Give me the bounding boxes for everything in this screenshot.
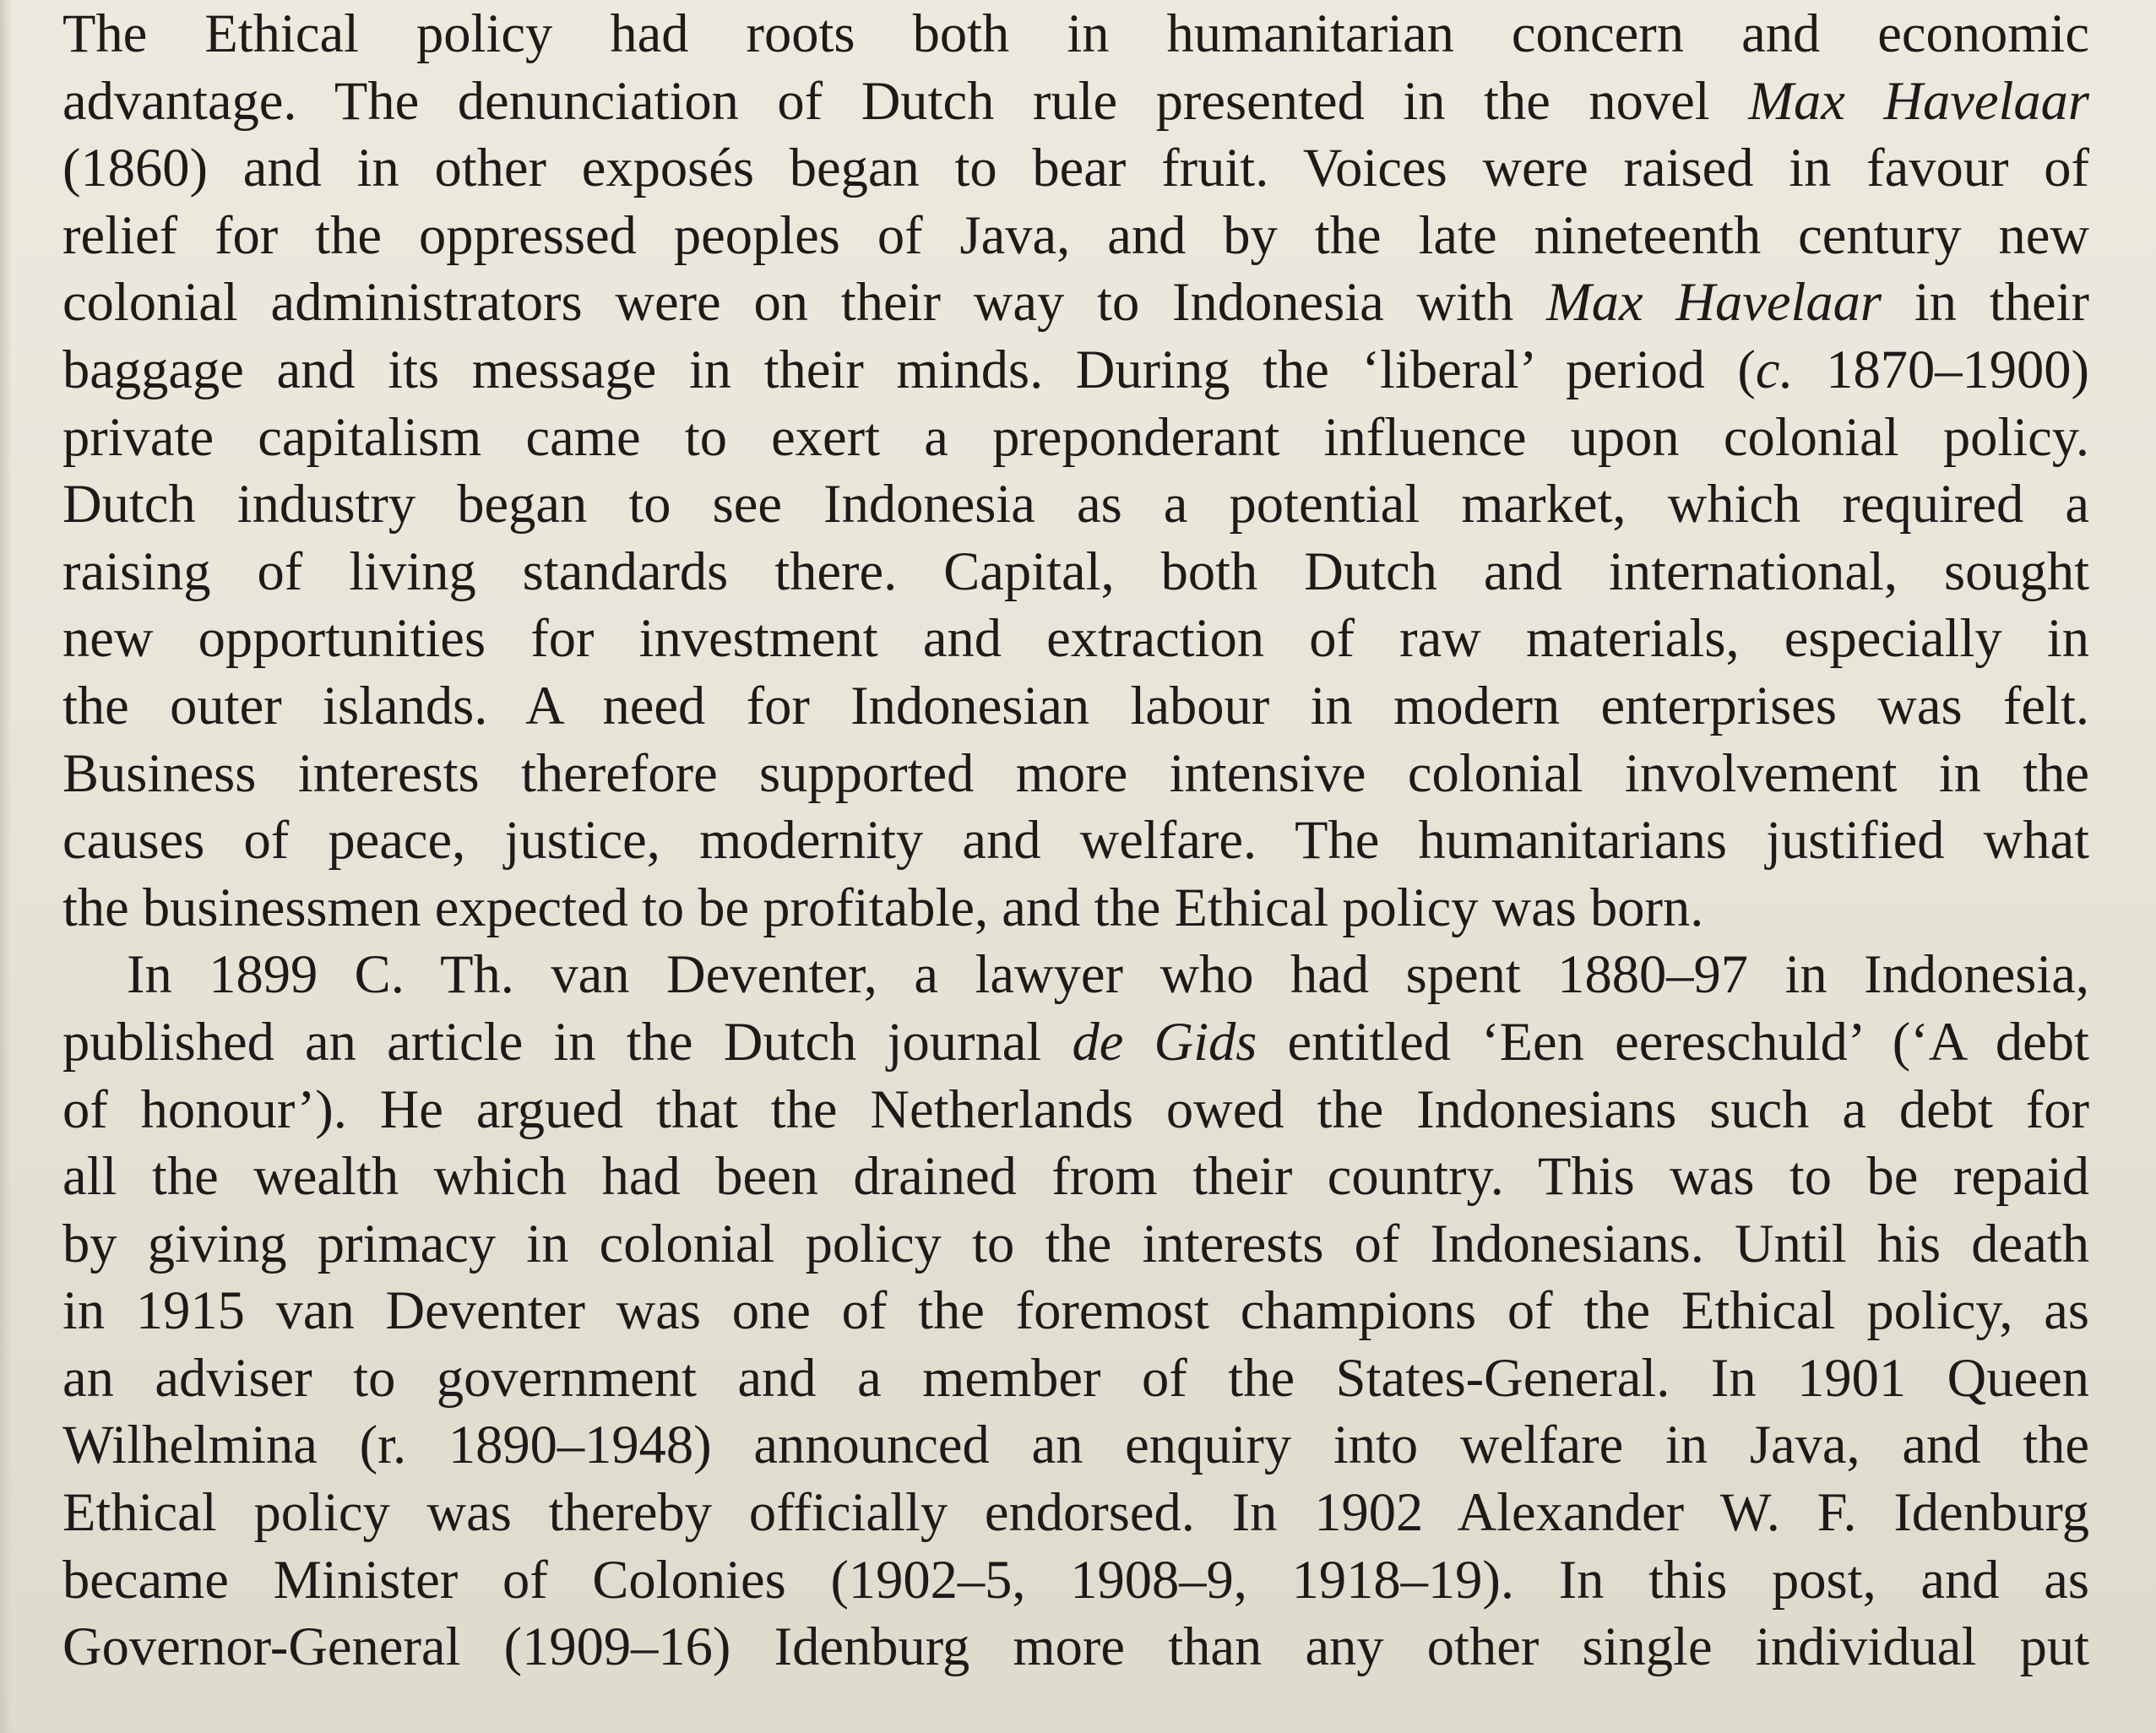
text-line: Governor-General (1909–16) Idenburg more than any other single individual put	[62, 1616, 2089, 1677]
body-text	[62, 0, 2089, 1681]
text-line: all the wealth which had been drained from their country. This was to be repaid	[62, 1146, 2089, 1207]
paragraph-2	[62, 941, 2089, 1681]
text-line: relief for the oppressed peoples of Java, and by the late nineteenth century new	[62, 204, 2089, 265]
text-line: in 1915 van Deventer was one of the foremost champions of the Ethical policy, as	[62, 1280, 2089, 1341]
text-line: by giving primacy in colonial policy to the interests of Indonesians. Until his death	[62, 1213, 2089, 1274]
paragraph-1	[62, 0, 2089, 941]
page-edge-shadow	[0, 0, 12, 1733]
text-line: of honour’). He argued that the Netherlands owed the Indonesians such a debt for	[62, 1078, 2089, 1139]
text-line: the businessmen expected to be profitable, and the Ethical policy was born.	[62, 877, 1704, 937]
text-line: an adviser to government and a member of the States-General. In 1901 Queen	[62, 1347, 2089, 1408]
text-line: published an article in the Dutch journal de Gids entitled ‘Een eereschuld’ (‘A debt	[62, 1011, 2089, 1072]
text-line: In 1899 C. Th. van Deventer, a lawyer who had spent 1880–97 in Indonesia,	[127, 944, 2089, 1005]
italic-title: c.	[1755, 339, 1794, 399]
text-line: private capitalism came to exert a preponderant influence upon colonial policy.	[62, 406, 2089, 467]
text-line: Wilhelmina (r. 1890–1948) announced an enquiry into welfare in Java, and the	[62, 1415, 2089, 1475]
text-line: The Ethical policy had roots both in humanitarian concern and economic	[62, 3, 2089, 63]
text-line: advantage. The denunciation of Dutch rule presented in the novel Max Havelaar	[62, 70, 2089, 131]
italic-title: de Gids	[1072, 1011, 1257, 1072]
text-line: colonial administrators were on their way to Indonesia with Max Havelaar in their	[62, 272, 2089, 333]
text-line: the outer islands. A need for Indonesian labour in modern enterprises was felt.	[62, 675, 2089, 736]
italic-title: Max Havelaar	[1748, 70, 2089, 131]
text-line: Ethical policy was thereby officially endorsed. In 1902 Alexander W. F. Idenburg	[62, 1482, 2089, 1543]
text-line: raising of living standards there. Capital, both Dutch and international, sought	[62, 541, 2089, 601]
text-line: (1860) and in other exposés began to bear fruit. Voices were raised in favour of	[62, 138, 2089, 198]
text-line: became Minister of Colonies (1902–5, 1908–9, 1918–19). In this post, and as	[62, 1549, 2089, 1610]
italic-title: Max Havelaar	[1546, 272, 1882, 333]
text-line: Dutch industry began to see Indonesia as a potential market, which required a	[62, 474, 2089, 535]
text-line: Business interests therefore supported more intensive colonial involvement in the	[62, 742, 2089, 803]
text-line: new opportunities for investment and extraction of raw materials, especially in	[62, 608, 2089, 669]
text-line: causes of peace, justice, modernity and welfare. The humanitarians justified what	[62, 810, 2089, 871]
text-line: baggage and its message in their minds. During the ‘liberal’ period (c. 1870–1900)	[62, 339, 2089, 399]
